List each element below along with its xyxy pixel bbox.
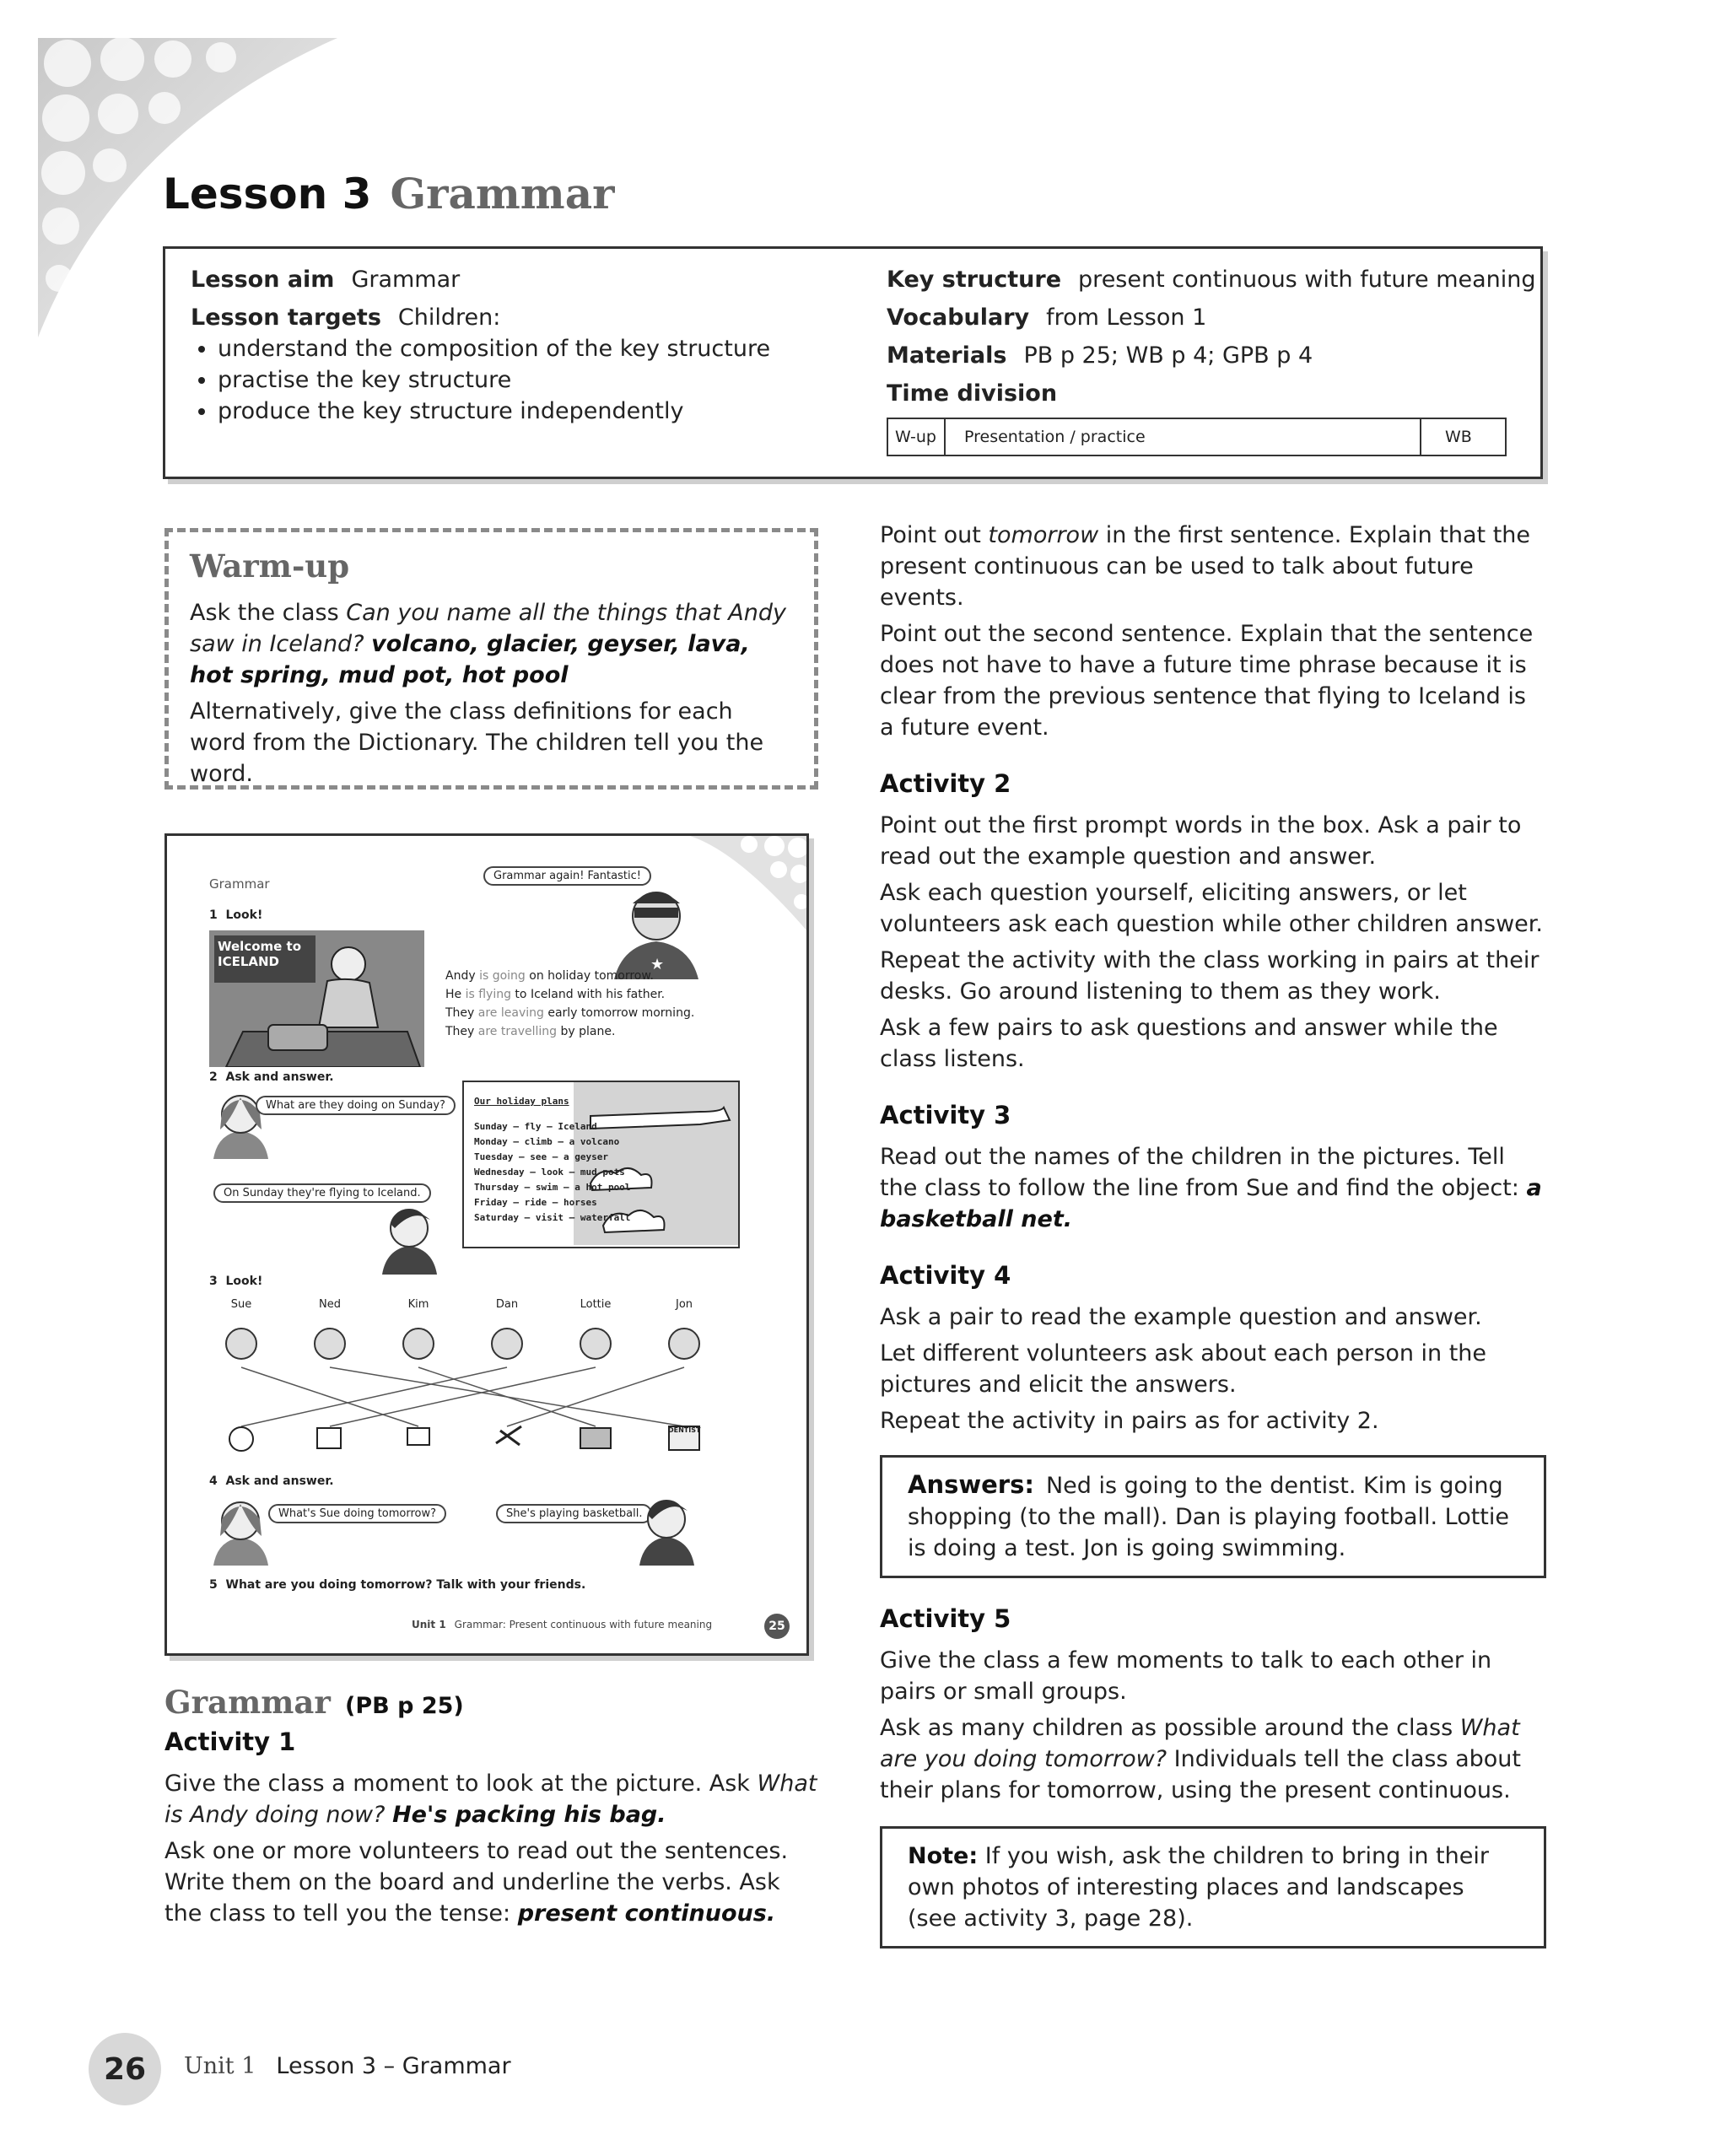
right-paragraph-1: Point out tomorrow in the first sentence. Explain that the present continuous can be used to talk about future events. [880,522,1531,611]
ex2-question-bubble: What are they doing on Sunday? [256,1096,456,1115]
materials-row [887,340,1528,371]
page-footer [184,2053,511,2079]
materials-label: Materials [887,342,1007,369]
lesson-info-box [163,246,1543,479]
info-left-column [191,264,832,427]
grammar-section [164,1684,818,1934]
warmup-lead: Ask the class [190,600,347,626]
warmup-paragraph-1 [190,597,793,691]
lesson-targets-value: Children: [397,305,501,331]
pb-ex3-heading: 3 Look! [209,1275,263,1288]
pb-section-title: Grammar [209,876,270,892]
plan-item: Sunday – fly – Iceland [474,1121,597,1132]
activity4-paragraph: Ask a pair to read the example question and answer. [880,1304,1482,1330]
pb-ex1-heading [209,908,262,922]
lesson-aim-row [191,264,832,295]
plan-item: Monday – climb – a volcano [474,1136,620,1147]
right-column [880,520,1546,1948]
pb-ex4-heading: 4 Ask and answer. [209,1474,334,1488]
activity3-paragraph: Read out the names of the children in the pictures. Tell the class to follow the line from Sue and find the object: a basketball net. [880,1144,1542,1232]
page-number: 26 [89,2033,161,2105]
activity3-heading: Activity 3 [880,1101,1011,1129]
pb-ex5-heading: 5 What are you doing tomorrow? Talk with your friends. [209,1578,586,1592]
lesson-number: Lesson 3 [163,170,372,218]
footer-unit: Unit 1 [184,2053,256,2079]
note-box [880,1826,1546,1948]
activity4-paragraph: Let different volunteers ask about each person in the pictures and elicit the answers. [880,1340,1487,1398]
activity1-heading: Activity 1 [164,1727,296,1756]
pb-ex2-heading: 2 Ask and answer. [209,1070,334,1084]
andy-packing-illustration [209,930,424,1067]
time-division-table [887,418,1507,456]
list-item: • understand the composition of the key structure [218,333,832,364]
child-name-lottie: Lottie [580,1298,612,1311]
materials-value: PB p 25; WB p 4; GPB p 4 [1023,342,1313,369]
grammar-page-ref: (PB p 25) [345,1693,464,1719]
time-division-row [887,378,1528,409]
lesson-title [163,169,614,218]
warmup-heading: Warm-up [190,547,350,585]
boy-illustration [378,1199,441,1275]
pb-ex1-number: 1 [209,908,218,922]
key-structure-value: present continuous with future meaning [1078,267,1536,293]
plan-item: Friday – ride – horses [474,1197,597,1208]
activity5-heading: Activity 5 [880,1604,1011,1633]
ex4-question-bubble: What's Sue doing tomorrow? [268,1504,446,1523]
warmup-paragraph-2: Alternatively, give the class definitions for each word from the Dictionary. The children tell you the word. [190,698,764,787]
pb-page-number: 25 [764,1614,790,1639]
activity1-paragraph-2: Ask one or more volunteers to read out the sentences. Write them on the board and underline the verbs. Ask the class to tell you the tense: present continuous. [164,1838,789,1927]
lesson-targets-label: Lesson targets [191,305,381,331]
activity4-heading: Activity 4 [880,1261,1011,1290]
activity4-paragraph: Repeat the activity in pairs as for activity 2. [880,1408,1379,1434]
child-name-jon: Jon [675,1298,693,1311]
lesson-targets-row [191,302,832,333]
activity1-paragraph-1: Give the class a moment to look at the picture. Ask What is Andy doing now? He's packing his bag. [164,1771,817,1828]
pupil-book-page [164,833,809,1656]
plan-item: Wednesday – look – mud pots [474,1167,625,1178]
warmup-question: Can you name all the things that Andy saw in Iceland? [190,600,786,657]
list-item: • produce the key structure independently [218,396,832,427]
time-cell-warmup: W-up [888,419,946,455]
superhero-illustration [614,878,698,979]
iceland-poster: Welcome to ICELAND [214,935,315,983]
footer-lesson: Lesson 3 – Grammar [276,2053,511,2079]
activity2-paragraph: Point out the first prompt words in the box. Ask a pair to read out the example question and answer. [880,812,1522,870]
pb-ex1-title: Look! [225,908,263,922]
right-paragraph-2: Point out the second sentence. Explain that the sentence does not have to have a future time phrase because it is clear from the previous sentence that flying to Iceland is a future event. [880,621,1534,741]
vocabulary-label: Vocabulary [887,305,1030,331]
svg-text:★: ★ [650,956,665,973]
child-name-ned: Ned [319,1298,341,1311]
dentist-sign: DENTIST [668,1426,701,1434]
info-right-column [887,264,1536,416]
activity2-heading: Activity 2 [880,769,1011,798]
holiday-plans-box [462,1081,740,1248]
pb-sentence: He is flying to Iceland with his father. [445,988,666,1001]
key-structure-label: Key structure [887,267,1062,293]
lesson-targets-list [191,333,832,427]
vocabulary-value: from Lesson 1 [1046,305,1207,331]
activity2-paragraph: Repeat the activity with the class working in pairs at their desks. Go around listening to them as they work. [880,947,1540,1005]
vocabulary-row [887,302,1528,333]
grammar-heading: Grammar [164,1684,331,1721]
boy-answer-illustration [635,1490,698,1566]
plan-item: Saturday – visit – waterfall [474,1212,631,1223]
pb-footer: Unit 1 Grammar: Present continuous with future meaning [412,1619,713,1630]
ex4-answer-bubble: She's playing basketball. [496,1504,652,1523]
activity5-paragraph: Give the class a few moments to talk to each other in pairs or small groups. [880,1647,1492,1705]
plan-item: Tuesday – see – a geyser [474,1151,608,1162]
child-name-sue: Sue [230,1298,252,1311]
ex2-answer-bubble: On Sunday they're flying to Iceland. [213,1183,431,1203]
answers-box [880,1455,1546,1578]
child-name-kim: Kim [407,1298,429,1311]
activity2-paragraph: Ask a few pairs to ask questions and answer while the class listens. [880,1015,1498,1072]
lesson-subtitle: Grammar [390,169,615,218]
superhero-speech-bubble: Grammar again! Fantastic! [483,866,651,886]
pb-sentence: They are travelling by plane. [445,1025,616,1038]
warmup-answer: volcano, glacier, geyser, lava, hot spring, mud pot, hot pool [190,631,750,688]
pb-sentence: They are leaving early tomorrow morning. [445,1006,695,1020]
key-structure-row [887,264,1536,295]
list-item: • practise the key structure [218,364,832,396]
lesson-aim-value: Grammar [351,267,461,293]
plan-item: Thursday – swim – a hot pool [474,1182,631,1193]
pb-sentence: Andy is going on holiday tomorrow. [445,969,654,983]
activity2-paragraph: Ask each question yourself, eliciting answers, or let volunteers ask each question while other children answer. [880,880,1543,937]
sue-illustration [209,1494,272,1566]
warmup-box [164,528,818,790]
pb-corner-decoration [690,836,809,937]
holiday-plans-title: Our holiday plans [474,1096,569,1107]
note-label: Note: [908,1843,979,1869]
time-division-label: Time division [887,380,1058,407]
holiday-plans-list [474,1094,630,1226]
pb-example-sentences [445,967,694,1041]
answers-text: Ned is going to the dentist. Kim is going shopping (to the mall). Dan is playing football. Lottie is doing a test. Jon is going swimming. [908,1473,1510,1561]
child-name-dan: Dan [495,1298,519,1311]
time-cell-presentation: Presentation / practice [946,419,1421,455]
activity5-paragraph: Ask as many children as possible around the class What are you doing tomorrow? Individuals tell the class about their plans for tomorrow, using the present continuous. [880,1715,1522,1803]
lesson-aim-label: Lesson aim [191,267,335,293]
note-text: If you wish, ask the children to bring in their own photos of interesting places and landscapes (see activity 3, page 28). [908,1843,1489,1932]
answers-label: Answers: [908,1470,1034,1499]
time-cell-wb: WB [1445,427,1472,446]
